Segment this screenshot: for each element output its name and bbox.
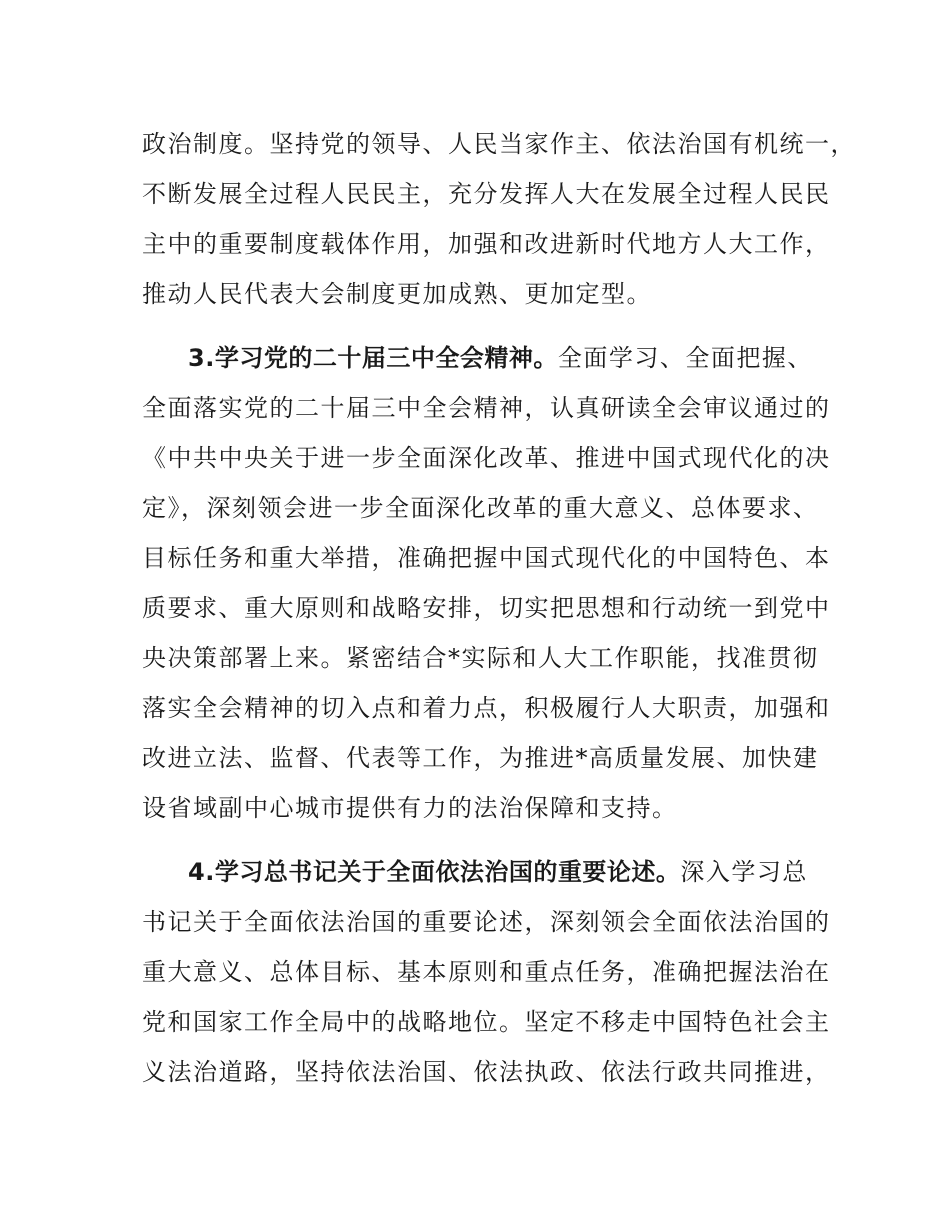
text-line: 主中的重要制度载体作用，加强和改进新时代地方人大工作， xyxy=(142,230,831,258)
text-line: 政治制度。坚持党的领导、人民当家作主、依法治国有机统一， xyxy=(142,130,856,158)
text-line: 质要求、重大原则和战略安排，切实把思想和行动统一到党中 xyxy=(142,594,831,622)
text-line: 推动人民代表大会制度更加成熟、更加定型。 xyxy=(142,280,652,308)
section-4-first-line-rest: 深入学习总 xyxy=(680,858,808,886)
section-3-first-line xyxy=(188,338,868,378)
section-3-heading: 3.学习党的二十届三中全会精神。 xyxy=(188,344,558,372)
text-line: 设省域副中心城市提供有力的法治保障和支持。 xyxy=(142,794,678,822)
text-line: 央决策部署上来。紧密结合*实际和人大工作职能，找准贯彻 xyxy=(142,644,819,672)
text-line: 《中共中央关于进一步全面深化改革、推进中国式现代化的决 xyxy=(142,444,831,472)
text-line: 不断发展全过程人民民主，充分发挥人大在发展全过程人民民 xyxy=(142,180,831,208)
text-line: 目标任务和重大举措，准确把握中国式现代化的中国特色、本 xyxy=(142,544,831,572)
section-3-first-line-rest: 全面学习、全面把握、 xyxy=(557,344,813,372)
text-line: 全面落实党的二十届三中全会精神，认真研读全会审议通过的 xyxy=(142,394,831,422)
section-4-first-line xyxy=(188,852,868,892)
text-line: 义法治道路，坚持依法治国、依法执政、依法行政共同推进， xyxy=(142,1058,831,1086)
text-line: 落实全会精神的切入点和着力点，积极履行人大职责，加强和 xyxy=(142,694,831,722)
text-line: 书记关于全面依法治国的重要论述，深刻领会全面依法治国的 xyxy=(142,908,831,936)
section-4-heading: 4.学习总书记关于全面依法治国的重要论述。 xyxy=(188,858,681,886)
text-line: 改进立法、监督、代表等工作，为推进*高质量发展、加快建 xyxy=(142,744,819,772)
text-line: 党和国家工作全局中的战略地位。坚定不移走中国特色社会主 xyxy=(142,1008,831,1036)
text-line: 定》，深刻领会进一步全面深化改革的重大意义、总体要求、 xyxy=(142,494,819,522)
text-line: 重大意义、总体目标、基本原则和重点任务，准确把握法治在 xyxy=(142,958,831,986)
